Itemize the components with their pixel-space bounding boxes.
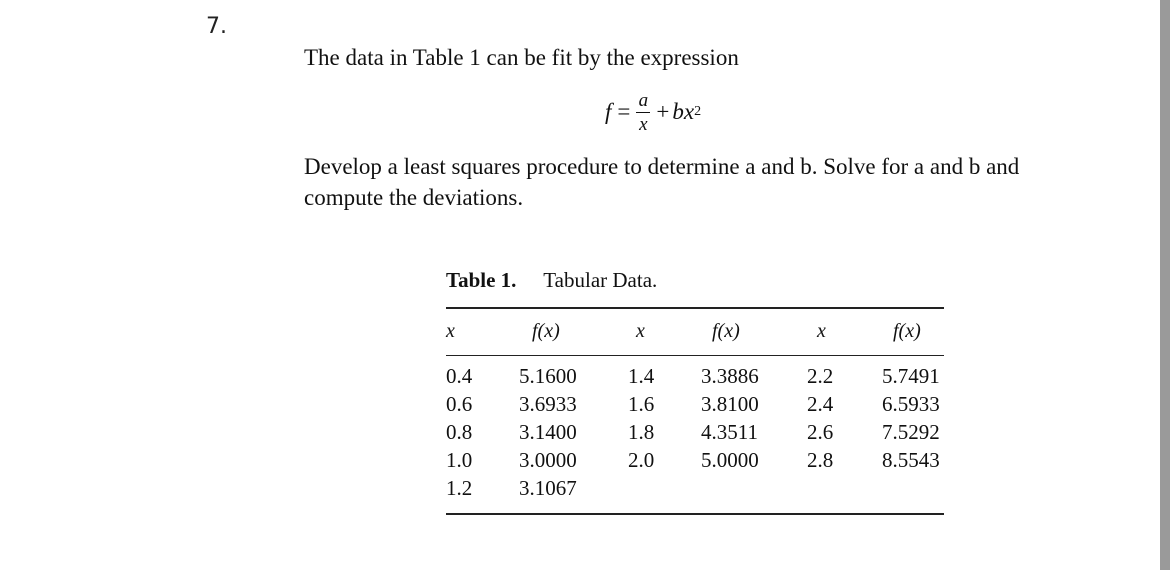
header-x-3: x	[817, 320, 826, 342]
table-cell: 4.3511	[701, 420, 758, 444]
instruction-text	[304, 151, 1094, 213]
table-row	[0, 420, 1170, 448]
table-caption-title: Tabular Data.	[543, 268, 658, 292]
formula-plus: +	[656, 99, 670, 124]
table-caption-label: Table 1.	[446, 268, 517, 292]
table-cell: 3.6933	[519, 392, 577, 416]
table-cell: 0.6	[446, 392, 473, 416]
problem-number: 7.	[206, 14, 227, 39]
table-cell: 3.0000	[519, 448, 577, 472]
table-row	[0, 364, 1170, 392]
formula-denominator: x	[639, 113, 648, 135]
table-cell: 2.2	[807, 364, 834, 388]
table-cell: 5.1600	[519, 364, 577, 388]
table-cell: 1.0	[446, 448, 473, 472]
table-cell: 2.0	[628, 448, 655, 472]
table-cell: 3.8100	[701, 392, 759, 416]
table-cell: 8.5543	[882, 448, 940, 472]
table-cell: 2.8	[807, 448, 834, 472]
formula-exponent: 2	[694, 104, 702, 119]
table-cell: 0.8	[446, 420, 473, 444]
table-row	[0, 392, 1170, 420]
instruction-line-1: Develop a least squares procedure to determine a and b. Solve for a and b and	[304, 154, 1020, 179]
table-row	[0, 476, 1170, 504]
table-cell: 1.6	[628, 392, 655, 416]
header-fx-2: f(x)	[712, 320, 740, 342]
table-cell: 0.4	[446, 364, 473, 388]
instruction-line-2: compute the deviations.	[304, 185, 524, 210]
table-cell: 5.7491	[882, 364, 940, 388]
table-cell: 3.1400	[519, 420, 577, 444]
formula-term: bx	[672, 99, 695, 124]
scrollbar[interactable]	[1160, 0, 1170, 570]
fraction-bar	[636, 112, 650, 113]
table-cell: 7.5292	[882, 420, 940, 444]
formula	[605, 82, 701, 142]
table-cell: 3.1067	[519, 476, 577, 500]
table-header-rule	[446, 355, 944, 356]
table-cell: 1.4	[628, 364, 655, 388]
table-cell: 1.2	[446, 476, 473, 500]
intro-text: The data in Table 1 can be fit by the expression	[304, 45, 739, 70]
header-fx-1: f(x)	[532, 320, 560, 342]
formula-numerator: a	[638, 89, 649, 111]
table-cell: 1.8	[628, 420, 655, 444]
table-caption	[446, 268, 657, 293]
table-bottom-rule	[446, 513, 944, 515]
formula-equals: =	[617, 99, 631, 124]
table-row	[0, 448, 1170, 476]
header-fx-3: f(x)	[893, 320, 921, 342]
table-cell: 3.3886	[701, 364, 759, 388]
table-cell: 2.6	[807, 420, 834, 444]
table-cell: 6.5933	[882, 392, 940, 416]
formula-fraction	[636, 91, 650, 134]
table-cell: 2.4	[807, 392, 834, 416]
header-x-2: x	[636, 320, 645, 342]
formula-lhs: f	[605, 99, 612, 124]
table-cell: 5.0000	[701, 448, 759, 472]
header-x-1: x	[446, 320, 455, 342]
table-top-rule	[446, 307, 944, 309]
table-header-row	[0, 320, 1170, 348]
